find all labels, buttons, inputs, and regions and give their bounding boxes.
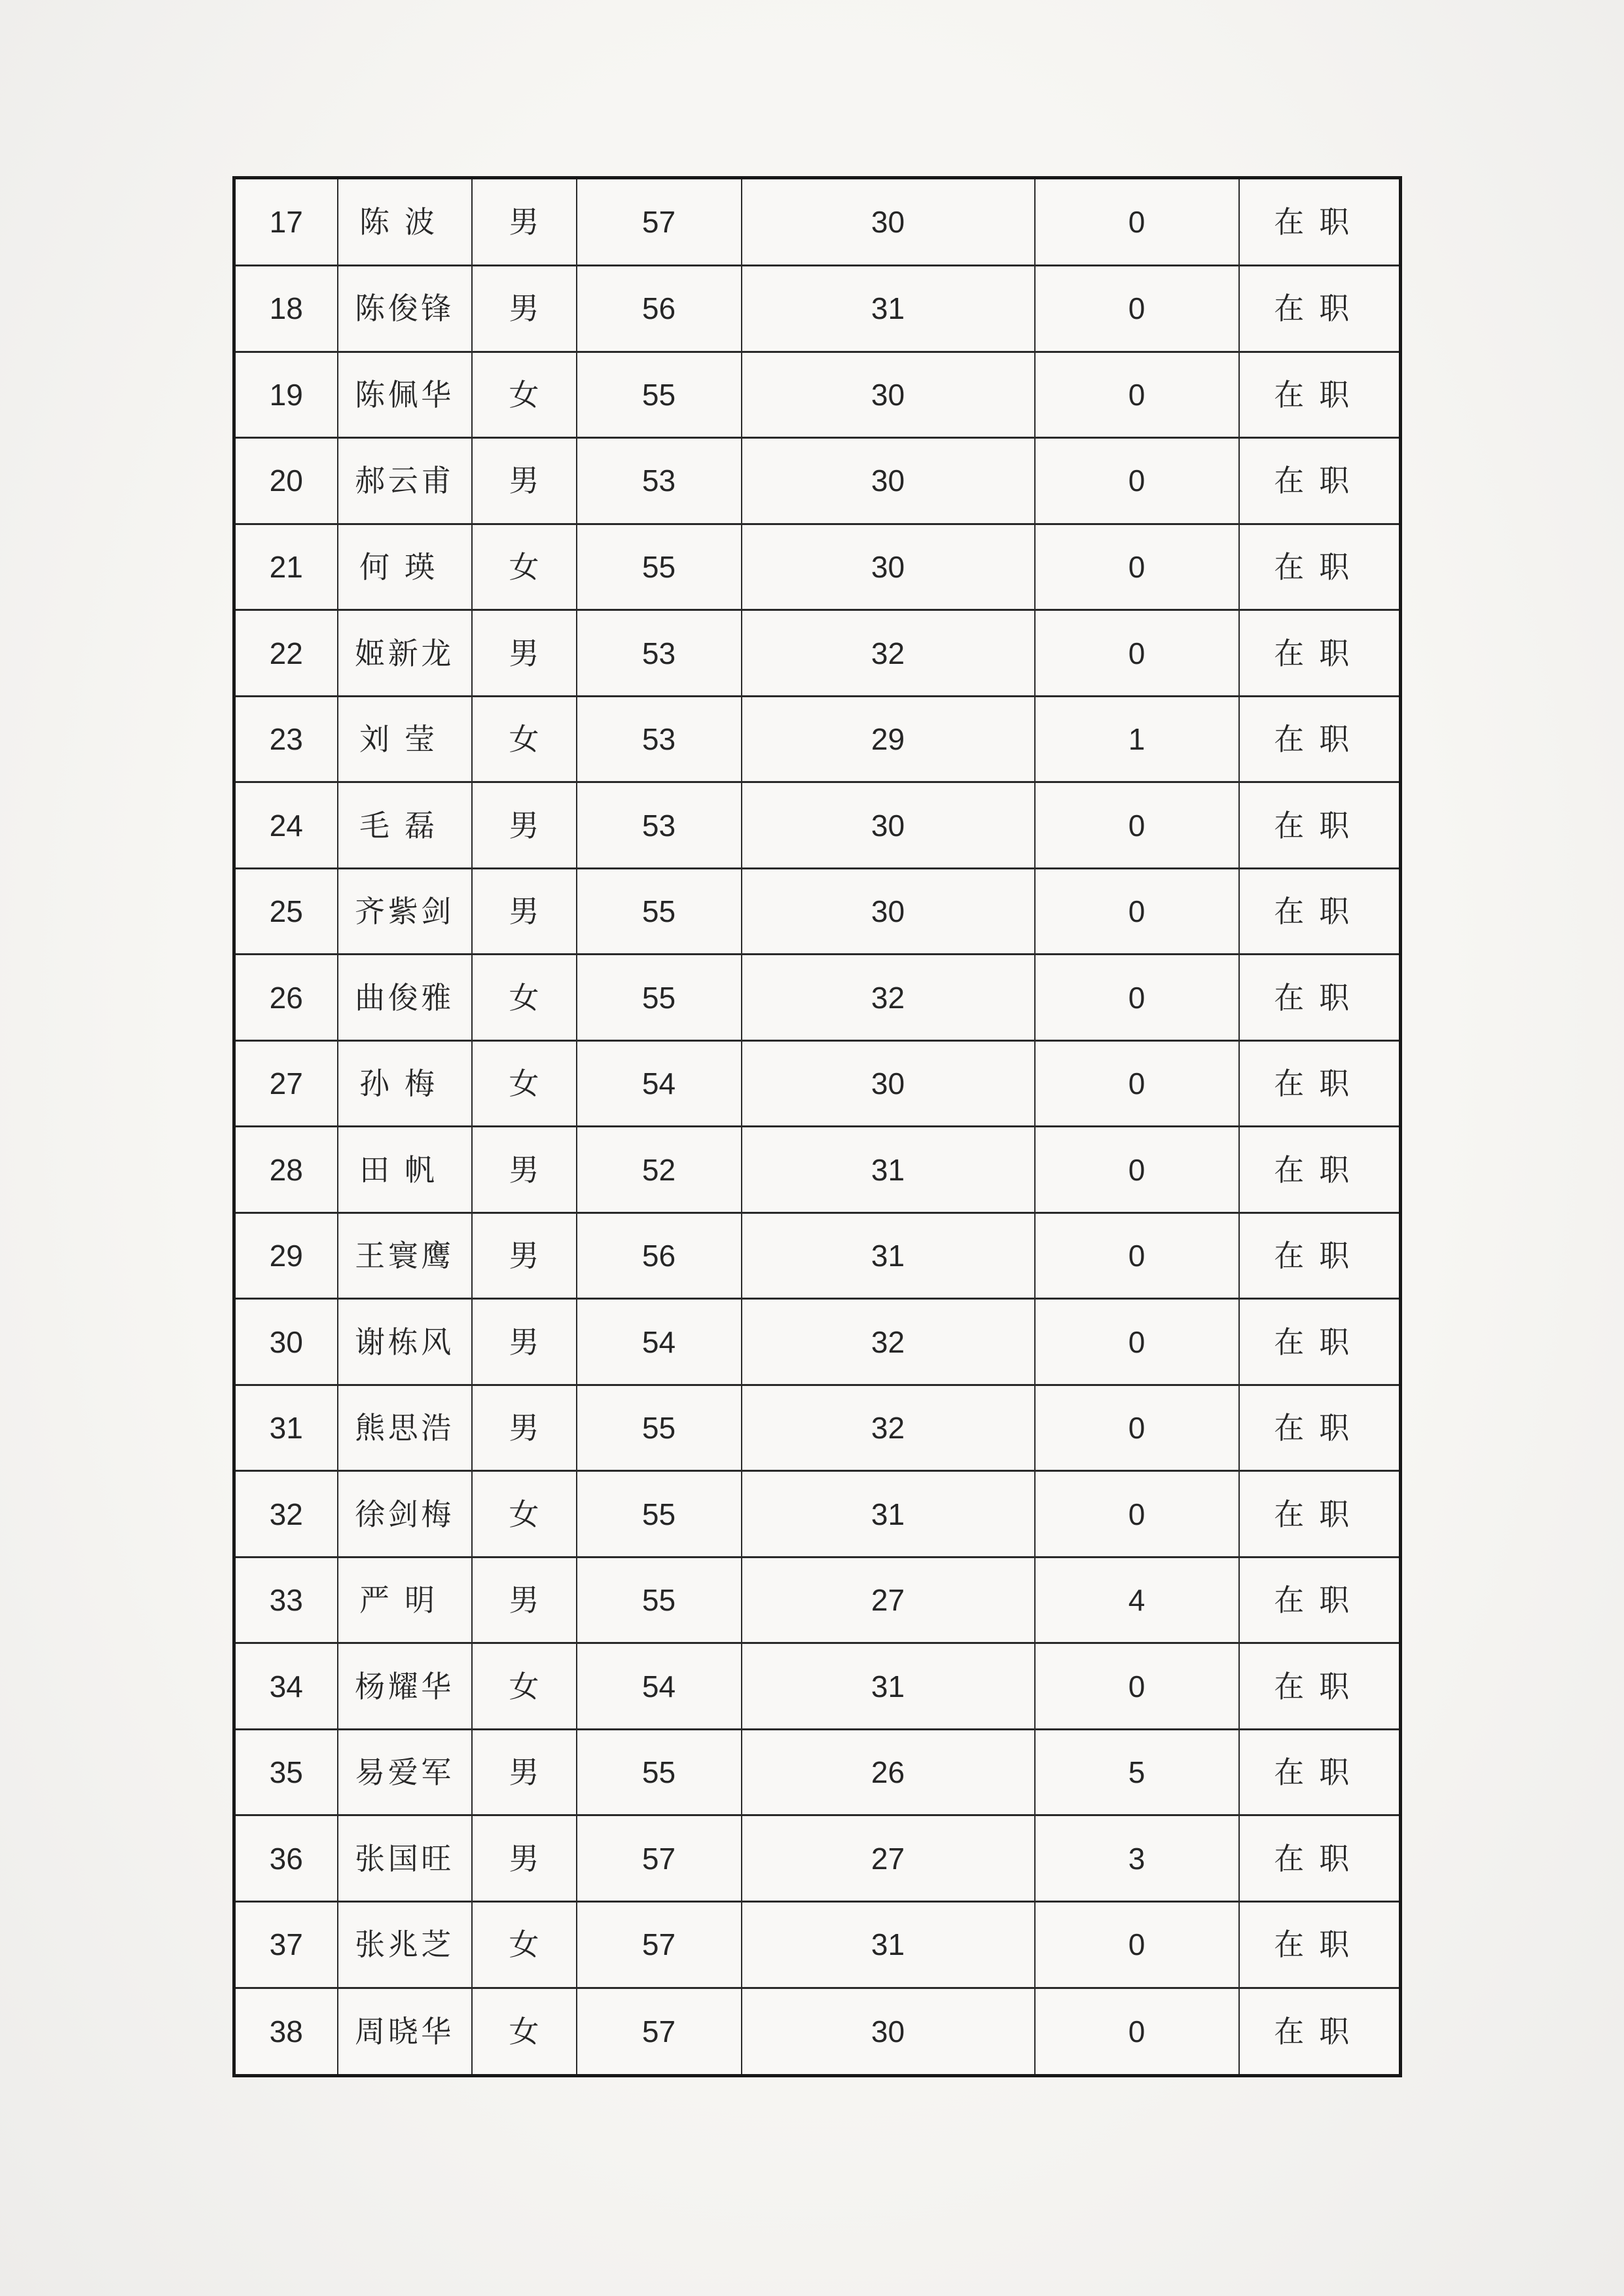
cell-status: 在职 bbox=[1239, 1643, 1401, 1730]
cell-gender: 男 bbox=[472, 1212, 577, 1299]
cell-status: 在职 bbox=[1239, 1557, 1401, 1643]
cell-status: 在职 bbox=[1239, 1212, 1401, 1299]
cell-col5: 30 bbox=[742, 178, 1035, 266]
cell-name: 杨耀华 bbox=[338, 1643, 472, 1730]
cell-col4: 54 bbox=[577, 1643, 742, 1730]
cell-col4: 54 bbox=[577, 1299, 742, 1385]
cell-gender: 男 bbox=[472, 1729, 577, 1815]
table-row bbox=[234, 696, 1401, 782]
table-row bbox=[234, 1557, 1401, 1643]
cell-col5: 30 bbox=[742, 524, 1035, 610]
cell-col4: 53 bbox=[577, 610, 742, 697]
cell-col6: 0 bbox=[1035, 1299, 1239, 1385]
cell-gender: 男 bbox=[472, 1557, 577, 1643]
cell-col4: 55 bbox=[577, 1557, 742, 1643]
cell-col6: 0 bbox=[1035, 782, 1239, 869]
cell-name: 陈波 bbox=[338, 178, 472, 266]
cell-col6: 0 bbox=[1035, 610, 1239, 697]
cell-col6: 0 bbox=[1035, 1902, 1239, 1988]
cell-col4: 55 bbox=[577, 1471, 742, 1558]
cell-col6: 0 bbox=[1035, 1212, 1239, 1299]
cell-gender: 女 bbox=[472, 1902, 577, 1988]
cell-gender: 女 bbox=[472, 524, 577, 610]
cell-col4: 52 bbox=[577, 1127, 742, 1213]
cell-name: 姬新龙 bbox=[338, 610, 472, 697]
cell-gender: 男 bbox=[472, 782, 577, 869]
cell-gender: 女 bbox=[472, 1643, 577, 1730]
cell-status: 在职 bbox=[1239, 524, 1401, 610]
cell-col5: 32 bbox=[742, 610, 1035, 697]
cell-col6: 0 bbox=[1035, 955, 1239, 1041]
cell-col6: 0 bbox=[1035, 438, 1239, 524]
table-row bbox=[234, 1902, 1401, 1988]
cell-status: 在职 bbox=[1239, 1988, 1401, 2075]
cell-col6: 0 bbox=[1035, 1471, 1239, 1558]
cell-col5: 30 bbox=[742, 1040, 1035, 1127]
cell-name: 毛磊 bbox=[338, 782, 472, 869]
cell-status: 在职 bbox=[1239, 1127, 1401, 1213]
cell-name: 王寰鹰 bbox=[338, 1212, 472, 1299]
cell-col5: 32 bbox=[742, 1299, 1035, 1385]
cell-col4: 55 bbox=[577, 1385, 742, 1471]
cell-no: 31 bbox=[234, 1385, 338, 1471]
cell-col5: 30 bbox=[742, 868, 1035, 955]
cell-name: 田帆 bbox=[338, 1127, 472, 1213]
table-row bbox=[234, 955, 1401, 1041]
cell-no: 18 bbox=[234, 266, 338, 352]
table-row bbox=[234, 438, 1401, 524]
cell-col6: 1 bbox=[1035, 696, 1239, 782]
cell-col4: 55 bbox=[577, 955, 742, 1041]
cell-col6: 0 bbox=[1035, 178, 1239, 266]
cell-name: 易爱军 bbox=[338, 1729, 472, 1815]
cell-col4: 55 bbox=[577, 524, 742, 610]
cell-no: 32 bbox=[234, 1471, 338, 1558]
cell-col4: 57 bbox=[577, 1815, 742, 1902]
table-row bbox=[234, 1988, 1401, 2075]
cell-col4: 53 bbox=[577, 696, 742, 782]
cell-gender: 女 bbox=[472, 352, 577, 438]
table-row bbox=[234, 178, 1401, 266]
cell-col6: 0 bbox=[1035, 1385, 1239, 1471]
cell-name: 谢栋风 bbox=[338, 1299, 472, 1385]
cell-no: 36 bbox=[234, 1815, 338, 1902]
table-row bbox=[234, 1729, 1401, 1815]
table-row bbox=[234, 352, 1401, 438]
cell-no: 21 bbox=[234, 524, 338, 610]
cell-col6: 0 bbox=[1035, 266, 1239, 352]
table-row bbox=[234, 524, 1401, 610]
table-row bbox=[234, 1815, 1401, 1902]
cell-status: 在职 bbox=[1239, 955, 1401, 1041]
cell-gender: 女 bbox=[472, 1471, 577, 1558]
cell-name: 张兆芝 bbox=[338, 1902, 472, 1988]
cell-status: 在职 bbox=[1239, 438, 1401, 524]
personnel-roster-table bbox=[232, 176, 1402, 2077]
cell-col6: 0 bbox=[1035, 1127, 1239, 1213]
table-row bbox=[234, 868, 1401, 955]
cell-col6: 0 bbox=[1035, 868, 1239, 955]
cell-gender: 男 bbox=[472, 1299, 577, 1385]
cell-no: 34 bbox=[234, 1643, 338, 1730]
table-row bbox=[234, 610, 1401, 697]
cell-col5: 31 bbox=[742, 1902, 1035, 1988]
cell-status: 在职 bbox=[1239, 868, 1401, 955]
cell-status: 在职 bbox=[1239, 266, 1401, 352]
cell-col5: 31 bbox=[742, 1212, 1035, 1299]
cell-col5: 32 bbox=[742, 955, 1035, 1041]
cell-status: 在职 bbox=[1239, 1902, 1401, 1988]
cell-col6: 0 bbox=[1035, 1643, 1239, 1730]
cell-status: 在职 bbox=[1239, 1729, 1401, 1815]
cell-no: 33 bbox=[234, 1557, 338, 1643]
cell-col4: 53 bbox=[577, 782, 742, 869]
cell-status: 在职 bbox=[1239, 1040, 1401, 1127]
cell-name: 郝云甫 bbox=[338, 438, 472, 524]
table-row bbox=[234, 1471, 1401, 1558]
table-row bbox=[234, 1299, 1401, 1385]
cell-col5: 31 bbox=[742, 1127, 1035, 1213]
cell-status: 在职 bbox=[1239, 1299, 1401, 1385]
cell-no: 26 bbox=[234, 955, 338, 1041]
cell-gender: 男 bbox=[472, 438, 577, 524]
cell-name: 严明 bbox=[338, 1557, 472, 1643]
cell-no: 17 bbox=[234, 178, 338, 266]
cell-col5: 30 bbox=[742, 438, 1035, 524]
cell-gender: 女 bbox=[472, 1988, 577, 2075]
cell-col5: 30 bbox=[742, 782, 1035, 869]
cell-col5: 30 bbox=[742, 1988, 1035, 2075]
cell-gender: 男 bbox=[472, 178, 577, 266]
cell-col6: 5 bbox=[1035, 1729, 1239, 1815]
cell-status: 在职 bbox=[1239, 178, 1401, 266]
cell-gender: 女 bbox=[472, 696, 577, 782]
cell-col4: 56 bbox=[577, 1212, 742, 1299]
cell-col4: 55 bbox=[577, 1729, 742, 1815]
cell-col4: 53 bbox=[577, 438, 742, 524]
cell-col5: 27 bbox=[742, 1557, 1035, 1643]
cell-status: 在职 bbox=[1239, 1471, 1401, 1558]
cell-col5: 32 bbox=[742, 1385, 1035, 1471]
table-row bbox=[234, 782, 1401, 869]
cell-status: 在职 bbox=[1239, 1385, 1401, 1471]
cell-col4: 56 bbox=[577, 266, 742, 352]
cell-col5: 31 bbox=[742, 1471, 1035, 1558]
cell-no: 25 bbox=[234, 868, 338, 955]
cell-col4: 57 bbox=[577, 1988, 742, 2075]
cell-no: 28 bbox=[234, 1127, 338, 1213]
cell-col4: 55 bbox=[577, 868, 742, 955]
table-row bbox=[234, 1127, 1401, 1213]
cell-no: 30 bbox=[234, 1299, 338, 1385]
cell-col6: 0 bbox=[1035, 1040, 1239, 1127]
cell-no: 35 bbox=[234, 1729, 338, 1815]
cell-col6: 0 bbox=[1035, 524, 1239, 610]
cell-col6: 3 bbox=[1035, 1815, 1239, 1902]
cell-name: 徐剑梅 bbox=[338, 1471, 472, 1558]
personnel-roster-table-body bbox=[234, 178, 1401, 2076]
cell-name: 齐紫剑 bbox=[338, 868, 472, 955]
cell-gender: 男 bbox=[472, 1815, 577, 1902]
cell-col6: 0 bbox=[1035, 1988, 1239, 2075]
cell-status: 在职 bbox=[1239, 610, 1401, 697]
cell-gender: 男 bbox=[472, 610, 577, 697]
cell-gender: 男 bbox=[472, 1127, 577, 1213]
cell-status: 在职 bbox=[1239, 1815, 1401, 1902]
cell-col6: 0 bbox=[1035, 352, 1239, 438]
cell-col5: 29 bbox=[742, 696, 1035, 782]
cell-name: 陈俊锋 bbox=[338, 266, 472, 352]
cell-name: 何瑛 bbox=[338, 524, 472, 610]
cell-status: 在职 bbox=[1239, 696, 1401, 782]
table-row bbox=[234, 1385, 1401, 1471]
cell-no: 37 bbox=[234, 1902, 338, 1988]
cell-no: 23 bbox=[234, 696, 338, 782]
cell-col4: 54 bbox=[577, 1040, 742, 1127]
cell-name: 熊思浩 bbox=[338, 1385, 472, 1471]
cell-name: 曲俊雅 bbox=[338, 955, 472, 1041]
cell-no: 22 bbox=[234, 610, 338, 697]
cell-col5: 31 bbox=[742, 266, 1035, 352]
cell-col4: 57 bbox=[577, 1902, 742, 1988]
cell-col5: 26 bbox=[742, 1729, 1035, 1815]
cell-no: 20 bbox=[234, 438, 338, 524]
cell-no: 24 bbox=[234, 782, 338, 869]
cell-col5: 27 bbox=[742, 1815, 1035, 1902]
cell-no: 29 bbox=[234, 1212, 338, 1299]
cell-no: 38 bbox=[234, 1988, 338, 2075]
cell-status: 在职 bbox=[1239, 352, 1401, 438]
cell-gender: 女 bbox=[472, 1040, 577, 1127]
cell-gender: 女 bbox=[472, 955, 577, 1041]
cell-status: 在职 bbox=[1239, 782, 1401, 869]
cell-col4: 55 bbox=[577, 352, 742, 438]
cell-gender: 男 bbox=[472, 868, 577, 955]
table-row bbox=[234, 266, 1401, 352]
cell-col5: 31 bbox=[742, 1643, 1035, 1730]
table-row bbox=[234, 1212, 1401, 1299]
cell-name: 孙梅 bbox=[338, 1040, 472, 1127]
cell-col6: 4 bbox=[1035, 1557, 1239, 1643]
cell-col5: 30 bbox=[742, 352, 1035, 438]
cell-name: 刘莹 bbox=[338, 696, 472, 782]
cell-gender: 男 bbox=[472, 266, 577, 352]
cell-no: 27 bbox=[234, 1040, 338, 1127]
cell-col4: 57 bbox=[577, 178, 742, 266]
cell-name: 陈佩华 bbox=[338, 352, 472, 438]
cell-gender: 男 bbox=[472, 1385, 577, 1471]
cell-name: 周晓华 bbox=[338, 1988, 472, 2075]
table-row bbox=[234, 1040, 1401, 1127]
table-row bbox=[234, 1643, 1401, 1730]
cell-name: 张国旺 bbox=[338, 1815, 472, 1902]
cell-no: 19 bbox=[234, 352, 338, 438]
